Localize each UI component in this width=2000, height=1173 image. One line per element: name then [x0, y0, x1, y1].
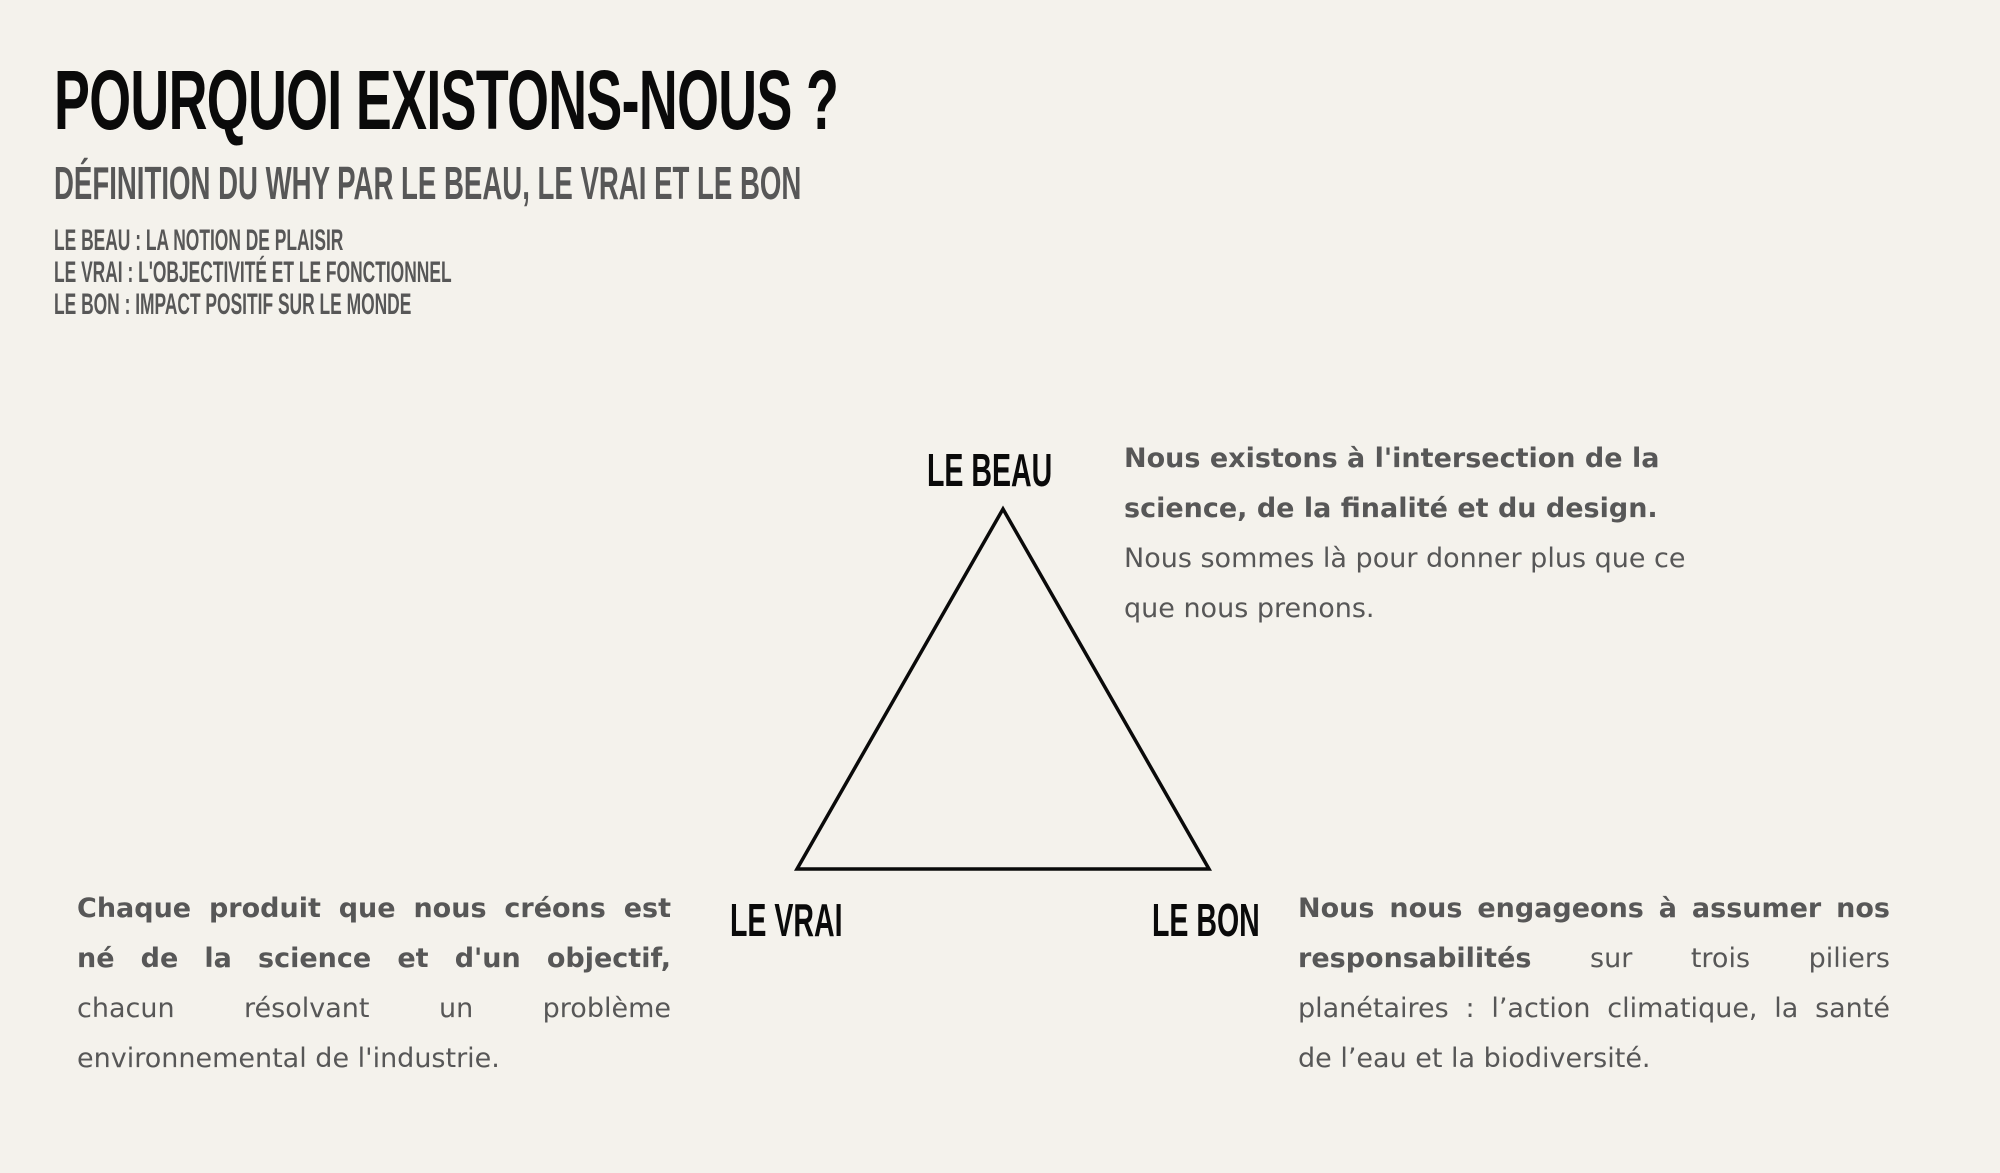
paragraph-vrai-regular: chacun résolvant un problème environnemental de l'industrie. [77, 993, 671, 1074]
definition-bon: LE BON : IMPACT POSITIF SUR LE MONDE [54, 288, 412, 321]
definition-beau: LE BEAU : LA NOTION DE PLAISIR [54, 224, 344, 257]
paragraph-bon [1298, 884, 1890, 1084]
paragraph-vrai-bold: Chaque produit que nous créons est né de la science et d'un objectif, [77, 893, 671, 974]
paragraph-beau-bold: Nous existons à l'intersection de la science, de la finalité et du design. [1124, 443, 1660, 524]
definitions-list [54, 225, 740, 321]
vertex-label-beau: LE BEAU [927, 444, 1053, 496]
vertex-label-vrai: LE VRAI [730, 894, 843, 946]
paragraph-bon-bold: Nous nous engageons à assumer nos responsabilités [1298, 893, 1890, 974]
paragraph-bon-regular: sur trois piliers planétaires : l’action climatique, la santé de l’eau et la biodiversité. [1298, 943, 1890, 1074]
definition-vrai: LE VRAI : L'OBJECTIVITÉ ET LE FONCTIONNEL [54, 256, 452, 289]
page-title: POURQUOI EXISTONS-NOUS ? [54, 53, 839, 147]
page-subtitle: DÉFINITION DU WHY PAR LE BEAU, LE VRAI ET LE BON [54, 157, 802, 209]
paragraph-beau-regular: Nous sommes là pour donner plus que ce que nous prenons. [1124, 543, 1686, 624]
vertex-label-bon: LE BON [1152, 894, 1260, 946]
paragraph-vrai [77, 884, 671, 1084]
paragraph-beau [1124, 434, 1724, 634]
